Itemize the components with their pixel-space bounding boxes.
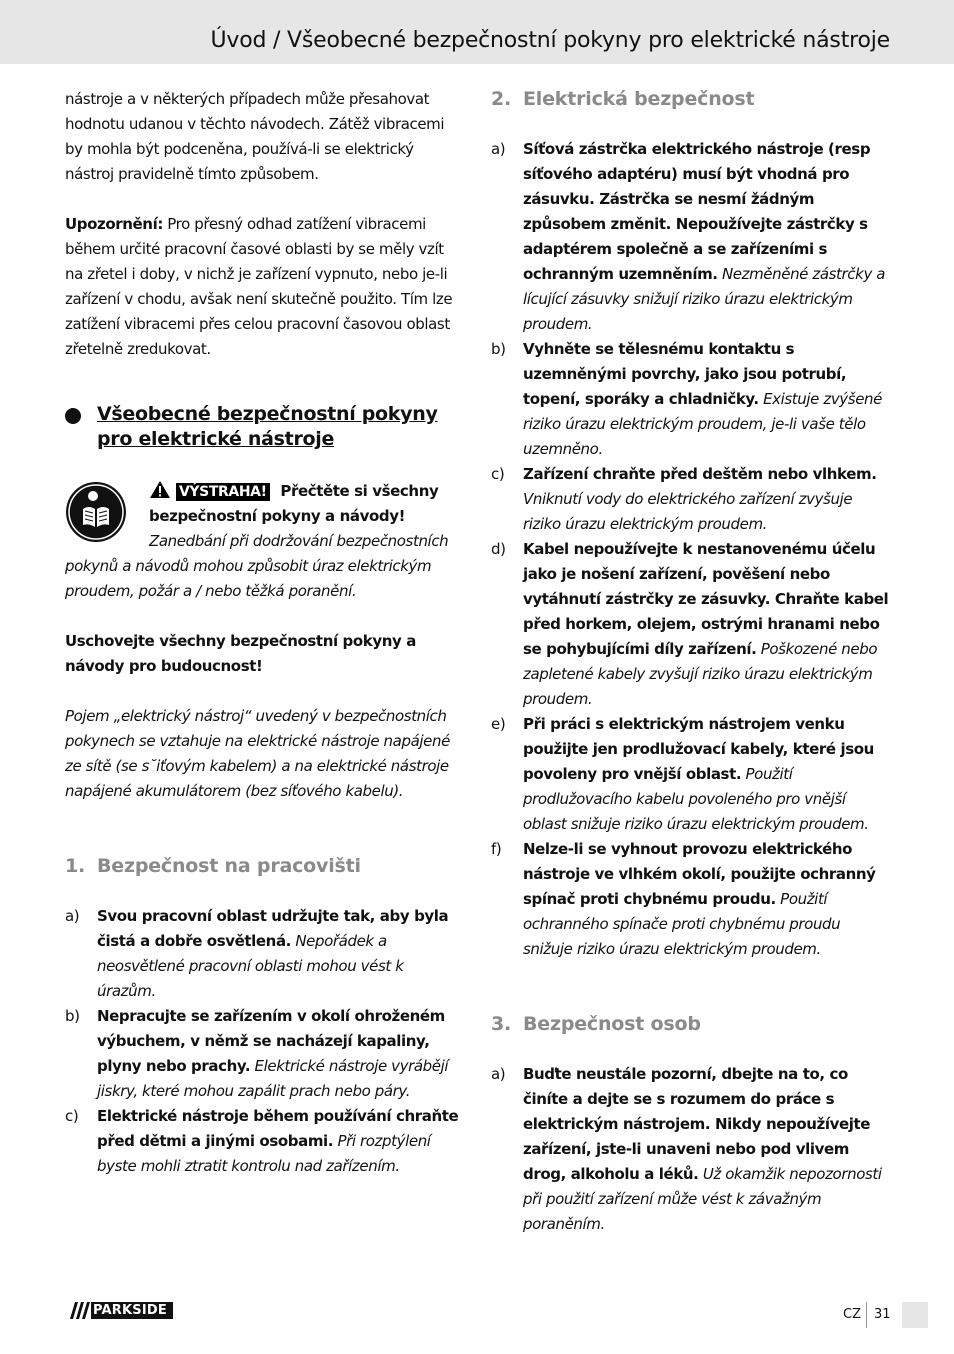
item-label: a): [65, 907, 80, 925]
heading-title: Bezpečnost na pracovišti: [97, 855, 361, 877]
item-italic: Při rozptýlení byste mohli ztratit kontrolu nad zařízením.: [97, 1132, 431, 1175]
section-title: Všeobecné bezpečnostní pokyny pro elektrické nástroje: [97, 403, 438, 450]
heading-title: Bezpečnost osob: [523, 1013, 701, 1035]
note-label: Upozornění:: [65, 215, 163, 233]
heading-number: 3.: [491, 1013, 512, 1035]
right-column: [491, 87, 891, 1237]
read-manual-icon: [65, 481, 127, 543]
footer-tab: [902, 1302, 928, 1328]
item-label: b): [65, 1007, 80, 1025]
item-italic: Nepořádek a neosvětlené pracovní oblasti mohou vést k úrazům.: [97, 932, 404, 1000]
note-text: Pro přesný odhad zatížení vibracemi během určité pracovní časové oblasti by se měly vzít na zřetel i doby, v nichž je zařízení vypnuto, nebo je-li zařízení v chodu, avšak není skutečně použito. Tím lze zatížení vibracemi přes celou pracovní časovou oblast zřetelně zredukovat.: [65, 215, 453, 358]
bullet-icon: [65, 408, 81, 424]
item-italic: Elektrické nástroje vyrábějí jiskry, které mohou zapálit prach nebo páry.: [97, 1057, 449, 1100]
item-label: a): [491, 1065, 506, 1083]
keep-instructions-text: Uschovejte všechny bezpečnostní pokyny a návody pro budoucnost!: [65, 632, 416, 675]
item-italic: Použití prodlužovacího kabelu povoleného pro vnější oblast snižuje riziko úrazu elektrickým proudem.: [523, 765, 869, 833]
language-code: CZ: [843, 1307, 861, 1322]
item-bold: Vyhněte se tělesnému kontaktu s uzemněnými povrchy, jako jsou potrubí, topení, sporáky a chladničky.: [523, 340, 847, 408]
item-label: a): [491, 140, 506, 158]
list-item: [491, 712, 891, 837]
list-item: [491, 837, 891, 962]
item-bold: Kabel nepoužívejte k nestanovenému účelu jako je nošení zařízení, pověšení nebo vytáhnutí zástrčky ze zásuvky. Chraňte kabel před horkem, olejem, ostrými hranami nebo se pohybujícími díly zařízení.: [523, 540, 889, 658]
item-bold: Buďte neustále pozorní, dbejte na to, co činíte a dejte se s rozumem do práce s elektrickým nástrojem. Nikdy nepoužívejte zařízení, jste-li unaveni nebo pod vlivem drog, alkoholu a léků.: [523, 1065, 871, 1183]
item-italic: Nezměněné zástrčky a lícující zásuvky snižují riziko úrazu elektrickým proudem.: [523, 265, 886, 333]
item-italic: Už okamžik nepozornosti při použití zařízení může vést k závažným poraněním.: [523, 1165, 882, 1233]
item-italic: Existuje zvýšené riziko úrazu elektrickým proudem, je-li vaše tělo uzemněno.: [523, 390, 882, 458]
warning-block: [65, 479, 465, 604]
list-item: [491, 462, 891, 537]
electrical-items: [491, 137, 891, 962]
warning-triangle-icon: [149, 480, 171, 499]
page-title: Úvod / Všeobecné bezpečnostní pokyny pro elektrické nástroje: [210, 28, 890, 53]
item-bold: Svou pracovní oblast udržujte tak, aby byla čistá a dobře osvětlená.: [97, 907, 449, 950]
item-bold: Při práci s elektrickým nástrojem venku použijte jen prodlužovací kabely, které jsou povoleny pro vnější oblast.: [523, 715, 874, 783]
list-item: [491, 1062, 891, 1237]
footer-divider: [866, 1302, 867, 1328]
item-bold: Nelze-li se vyhnout provozu elektrického nástroje ve vlhkém okolí, použijte ochranný spínač proti chybnému proudu.: [523, 840, 876, 908]
heading-number: 2.: [491, 88, 512, 110]
warning-badge: VÝSTRAHA!: [176, 483, 270, 501]
item-bold: Zařízení chraňte před deštěm nebo vlhkem.: [523, 465, 877, 483]
brand-name: PARKSIDE: [91, 1302, 173, 1319]
item-label: b): [491, 340, 506, 358]
list-item: [491, 337, 891, 462]
item-bold: Nepracujte se zařízením v okolí ohroženém výbuchem, v němž se nacházejí kapaliny, plyny nebo prachy.: [97, 1007, 445, 1075]
list-item: [491, 537, 891, 712]
item-label: c): [65, 1107, 79, 1125]
item-label: c): [491, 465, 505, 483]
heading-title: Elektrická bezpečnost: [523, 88, 755, 110]
heading-personal-safety: [491, 1012, 891, 1037]
item-italic: Poškozené nebo zapletené kabely zvyšují riziko úrazu elektrickým proudem.: [523, 640, 878, 708]
item-bold: Elektrické nástroje během používání chraňte před dětmi a jinými osobami.: [97, 1107, 459, 1150]
page-number: 31: [874, 1307, 891, 1322]
list-item: [491, 137, 891, 337]
item-label: d): [491, 540, 506, 558]
item-italic: Vniknutí vody do elektrického zařízení zvyšuje riziko úrazu elektrickým proudem.: [523, 490, 853, 533]
parkside-logo: [65, 1302, 173, 1319]
personal-items: [491, 1062, 891, 1237]
heading-number: 1.: [65, 855, 86, 877]
intro-paragraph: nástroje a v některých případech může přesahovat hodnotu udanou v těchto návodech. Zátěž vibracemi by mohla být podceněna, používá-li se elektrický nástroj pravidelně tímto způsobem.: [65, 90, 445, 183]
workplace-items: [65, 904, 465, 1179]
warning-bold-text: Přečtěte si všechny bezpečnostní pokyny a návody!: [149, 482, 439, 525]
heading-electrical-safety: [491, 87, 891, 112]
heading-workplace-safety: [65, 854, 465, 879]
item-italic: Použití ochranného spínače proti chybnému proudu snižuje riziko úrazu elektrickým proudem.: [523, 890, 841, 958]
warning-italic-text: Zanedbání při dodržování bezpečnostních pokynů a návodů mohou způsobit úraz elektrickým proudem, požár a / nebo těžká poranění.: [65, 532, 449, 600]
list-item: [65, 904, 465, 1004]
item-label: f): [491, 840, 502, 858]
list-item: [65, 1104, 465, 1179]
section-heading: [65, 402, 465, 452]
item-label: e): [491, 715, 506, 733]
left-column: [65, 87, 465, 1179]
definition-paragraph: Pojem „elektrický nástroj“ uvedený v bezpečnostních pokynech se vztahuje na elektrické nástroje napájené ze sítě (se s˘iťovým kabelem) a na elektrické nástroje napájené akumulátorem (bez síťového kabelu).: [65, 707, 450, 800]
list-item: [65, 1004, 465, 1104]
note-paragraph: [65, 212, 465, 362]
logo-stripes-icon: [65, 1302, 91, 1319]
item-bold: Síťová zástrčka elektrického nástroje (resp síťového adaptéru) musí být vhodná pro zásuvku. Zástrčka se nesmí žádným způsobem změnit. Nepoužívejte zástrčky s adaptérem společně a se zařízeními s ochranným uzemněním.: [523, 140, 871, 283]
